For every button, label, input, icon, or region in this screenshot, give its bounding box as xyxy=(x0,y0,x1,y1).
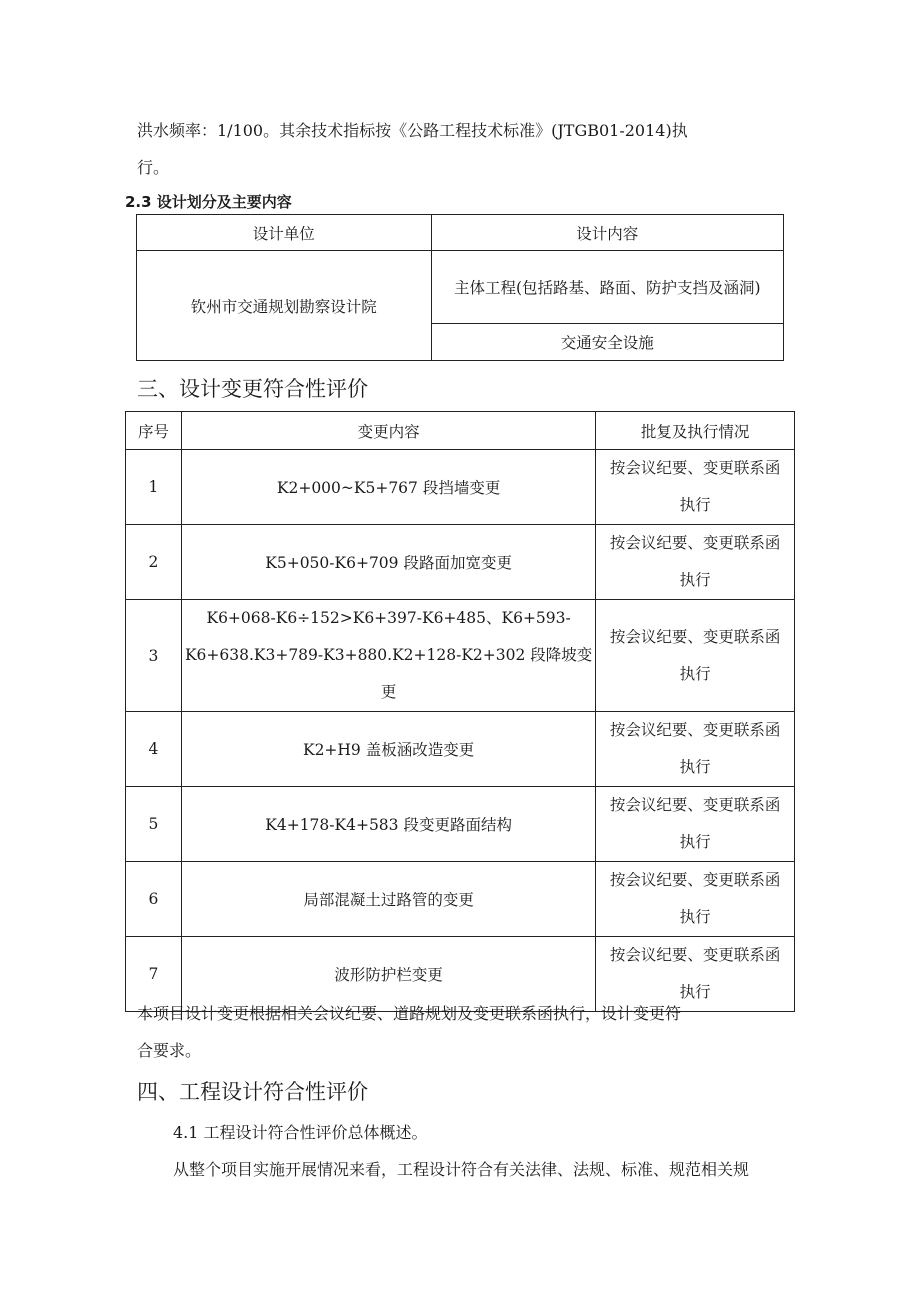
intro-line-2: 行。 xyxy=(137,158,170,177)
design-unit-cell: 钦州市交通规划勘察设计院 xyxy=(137,251,432,361)
design-table-header-content: 设计内容 xyxy=(431,215,783,251)
table-row xyxy=(126,862,795,937)
row-status: 按会议纪要、变更联系函 执行 xyxy=(596,712,795,787)
design-table-header-unit: 设计单位 xyxy=(137,215,432,251)
conclusion-line-1: 本项目设计变更根据相关会议纪要、道路规划及变更联系函执行，设计变更符 xyxy=(137,1004,682,1023)
row-content: 波形防护栏变更 xyxy=(181,937,595,1012)
table-row xyxy=(126,525,795,600)
section-2-3-heading: 2.3 设计划分及主要内容 xyxy=(125,193,292,211)
conclusion-line-2: 合要求。 xyxy=(137,1041,202,1060)
row-number: 1 xyxy=(126,450,182,525)
row-number: 6 xyxy=(126,862,182,937)
change-table-header-status: 批复及执行情况 xyxy=(596,412,795,450)
table-row xyxy=(126,787,795,862)
design-content-main: 主体工程(包括路基、路面、防护支挡及涵洞) xyxy=(431,251,783,324)
change-table-header-content: 变更内容 xyxy=(181,412,595,450)
design-change-table xyxy=(125,411,795,1012)
row-number: 7 xyxy=(126,937,182,1012)
section-4-1-heading: 4.1 工程设计符合性评价总体概述。 xyxy=(173,1123,428,1142)
change-table-header-no: 序号 xyxy=(126,412,182,450)
design-division-table xyxy=(136,214,784,361)
table-row xyxy=(126,600,795,712)
row-content: 局部混凝土过路管的变更 xyxy=(181,862,595,937)
section-3-heading: 三、设计变更符合性评价 xyxy=(137,377,368,401)
row-status: 按会议纪要、变更联系函 执行 xyxy=(596,787,795,862)
row-number: 2 xyxy=(126,525,182,600)
row-status: 按会议纪要、变更联系函 执行 xyxy=(596,862,795,937)
section-4-paragraph: 从整个项目实施开展情况来看，工程设计符合有关法律、法规、标准、规范相关规 xyxy=(173,1160,750,1179)
intro-line-1: 洪水频率：1/100。其余技术指标按《公路工程技术标准》(JTGB01-2014)执 xyxy=(137,121,688,140)
row-status: 按会议纪要、变更联系函 执行 xyxy=(596,525,795,600)
row-status: 按会议纪要、变更联系函 执行 xyxy=(596,937,795,1012)
row-status: 按会议纪要、变更联系函 执行 xyxy=(596,600,795,712)
row-number: 4 xyxy=(126,712,182,787)
table-row xyxy=(126,712,795,787)
row-number: 3 xyxy=(126,600,182,712)
row-content: K2+000~K5+767 段挡墙变更 xyxy=(181,450,595,525)
row-content: K6+068-K6÷152>K6+397-K6+485、K6+593- K6+638.K3+789-K3+880.K2+128-K2+302 段降坡变更 xyxy=(181,600,595,712)
row-number: 5 xyxy=(126,787,182,862)
row-content: K5+050-K6+709 段路面加宽变更 xyxy=(181,525,595,600)
table-row xyxy=(126,450,795,525)
row-status: 按会议纪要、变更联系函 执行 xyxy=(596,450,795,525)
row-content: K2+H9 盖板涵改造变更 xyxy=(181,712,595,787)
row-content: K4+178-K4+583 段变更路面结构 xyxy=(181,787,595,862)
section-4-heading: 四、工程设计符合性评价 xyxy=(137,1080,368,1104)
design-content-safety: 交通安全设施 xyxy=(431,324,783,361)
